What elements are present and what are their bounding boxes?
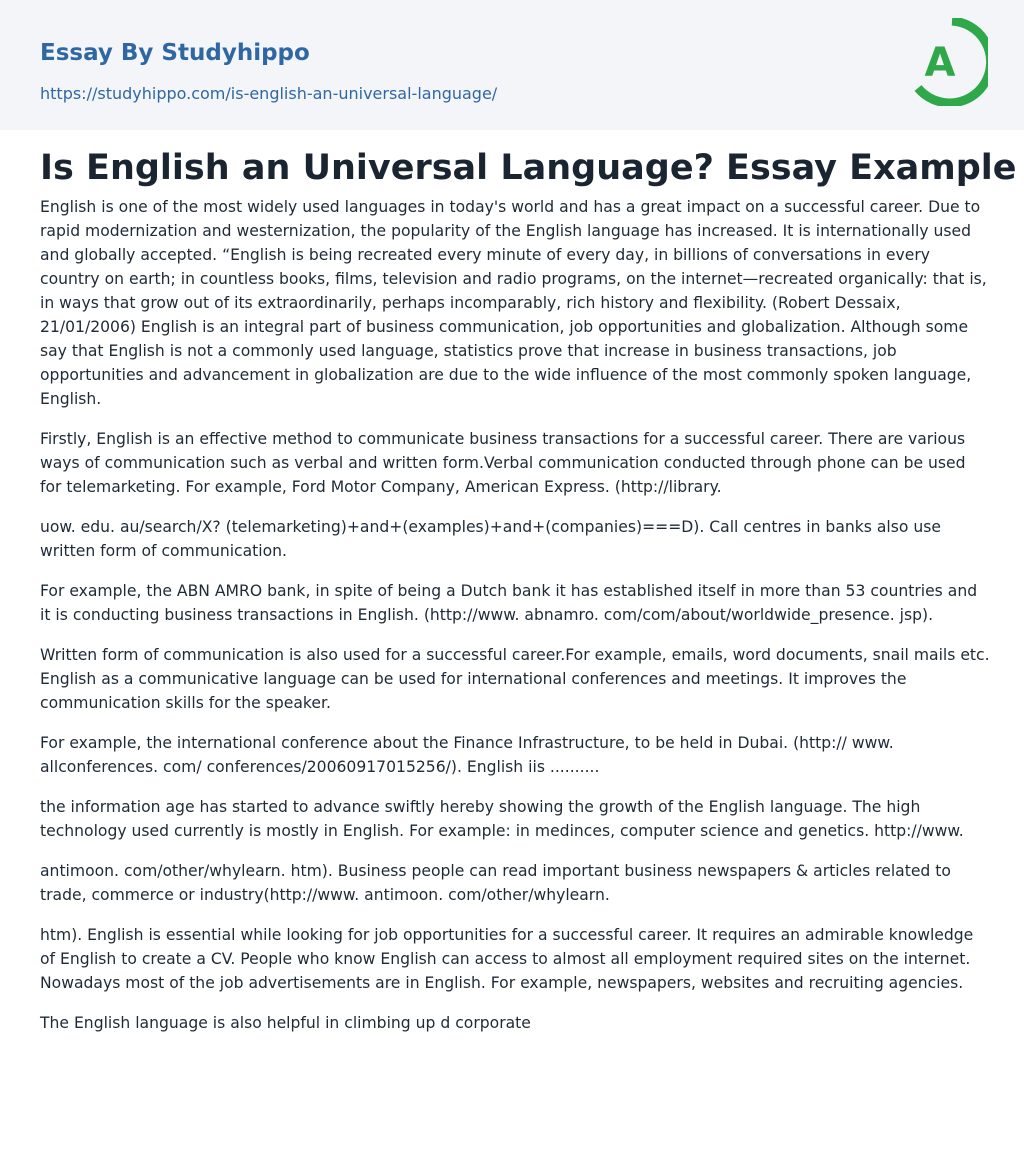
paragraph: For example, the international conference about the Finance Infrastructure, to be held in Dubai. (http:// www. allconferences. com/ conferences/20060917015256/). English iis .......... <box>40 734 894 776</box>
paragraph: For example, the ABN AMRO bank, in spite of being a Dutch bank it has established itself in more than 53 countries and it is conducting business transactions in English. (http://www. abnamro. com/com/about/worldwide_presence. jsp). <box>40 582 978 624</box>
paragraph: antimoon. com/other/whylearn. htm). Business people can read important business newspapers & articles related to trade, commerce or industry(http://www. antimoon. com/other/whylearn. <box>40 862 951 904</box>
logo-letter: A <box>924 40 956 86</box>
source-url-link[interactable]: https://studyhippo.com/is-english-an-universal-language/ <box>40 84 498 103</box>
brand-title[interactable]: Essay By Studyhippo <box>40 40 310 66</box>
paragraph: Firstly, English is an effective method to communicate business transactions for a successful career. There are various ways of communication such as verbal and written form.Verbal communication conducted through phone can be used for telemarketing. For example, Ford Motor Company, American Express. (http://library. <box>40 430 966 496</box>
paragraph: the information age has started to advance swiftly hereby showing the growth of the English language. The high technology used currently is mostly in English. For example: in medinces, computer science and genetics. http://www. <box>40 798 964 840</box>
paragraph: uow. edu. au/search/X? (telemarketing)+and+(examples)+and+(companies)===D). Call centres in banks also use written form of communication. <box>40 518 941 560</box>
paragraph: The English language is also helpful in climbing up d corporate <box>40 1014 531 1032</box>
paragraph: htm). English is essential while looking for job opportunities for a successful career. It requires an admirable knowledge of English to create a CV. People who know English can access to almost all employment required sites on the internet. Nowadays most of the job advertisements are in English. For example, newspapers, websites and recruiting agencies. <box>40 926 974 992</box>
paragraph: Written form of communication is also used for a successful career.For example, emails, word documents, snail mails etc. English as a communicative language can be used for international conferences and meetings. It improves the communication skills for the speaker. <box>40 646 990 712</box>
article-body <box>40 195 990 1051</box>
paragraph: English is one of the most widely used languages in today's world and has a great impact on a successful career. Due to rapid modernization and westernization, the popularity of the English language has increased. It is internationally used and globally accepted. “English is being recreated every minute of every day, in billions of conversations in every country on earth; in countless books, films, television and radio programs, on the internet—recreated organically: that is, in ways that grow out of its extraordinarily, perhaps incomparably, rich history and flexibility. (Robert Dessaix, 21/01/2006) English is an integral part of business communication, job opportunities and globalization. Although some say that English is not a commonly used language, statistics prove that increase in business transactions, job opportunities and advancement in globalization are due to the wide influence of the most commonly spoken language, English. <box>40 198 987 408</box>
article-title: Is English an Universal Language? Essay Example <box>40 148 1017 188</box>
